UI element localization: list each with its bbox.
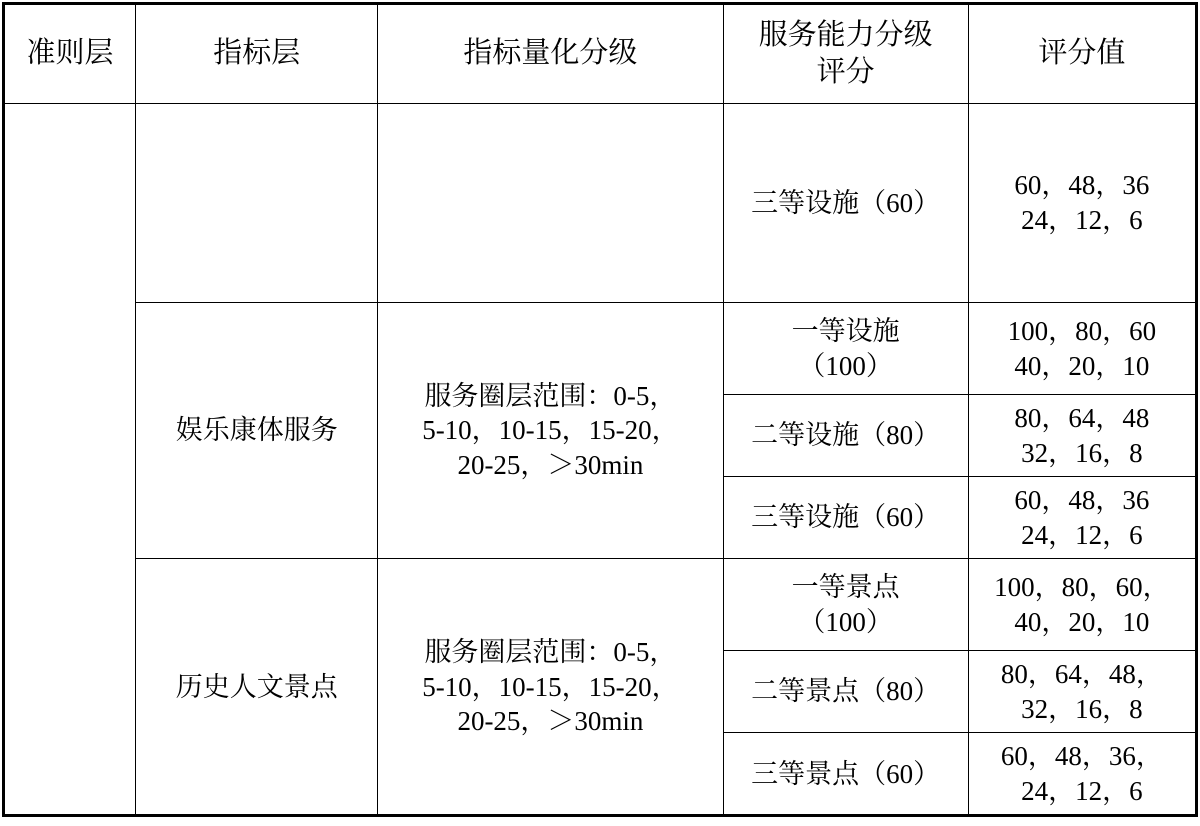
range-line-3: 20-25，＞30min — [457, 706, 644, 737]
cell-grade-label: 三等设施（60） — [723, 477, 968, 559]
score-line-1: 60，48，36， — [1000, 741, 1163, 772]
score-line-1: 100，80，60 — [1007, 315, 1157, 346]
table-header-row — [4, 4, 1197, 104]
range-line-3: 20-25，＞30min — [457, 449, 644, 480]
cell-score-value — [968, 104, 1196, 303]
score-line-2: 24，12，6 — [1021, 775, 1143, 806]
header-service-capacity-score-line1: 服务能力分级 — [758, 18, 933, 51]
grade-label-line-1: 一等设施 — [791, 315, 900, 346]
indicator-scoring-table — [2, 2, 1198, 817]
score-line-2: 24，12，6 — [1021, 519, 1143, 550]
score-line-1: 60，48，36 — [1014, 485, 1150, 516]
cell-score-value — [968, 477, 1196, 559]
range-line-2: 5-10，10-15，15-20， — [422, 671, 679, 702]
grade-label-line-1: 一等景点 — [791, 572, 900, 603]
cell-score-value — [968, 651, 1196, 733]
cell-grade-label — [723, 559, 968, 651]
score-line-2: 40，20，10 — [1014, 606, 1150, 637]
score-line-1: 60，48，36 — [1014, 170, 1150, 201]
cell-indicator-empty — [136, 104, 378, 303]
cell-grade-label: 三等景点（60） — [723, 733, 968, 816]
table-row — [4, 559, 1197, 651]
cell-quantification-historical — [378, 559, 723, 816]
cell-quantification-entertainment — [378, 303, 723, 559]
cell-quantification-empty — [378, 104, 723, 303]
header-indicator-layer: 指标层 — [136, 4, 378, 104]
score-line-1: 100，80，60， — [994, 572, 1170, 603]
cell-score-value — [968, 559, 1196, 651]
cell-grade-label: 二等景点（80） — [723, 651, 968, 733]
range-line-1: 服务圈层范围：0-5， — [424, 380, 677, 411]
score-line-1: 80，64，48， — [1000, 659, 1163, 690]
cell-indicator-entertainment: 娱乐康体服务 — [136, 303, 378, 559]
cell-criterion-layer-empty — [4, 104, 136, 816]
grade-label-line-2: （100） — [798, 606, 893, 637]
table-row — [4, 303, 1197, 395]
cell-grade-label — [723, 303, 968, 395]
cell-score-value — [968, 395, 1196, 477]
range-line-1: 服务圈层范围：0-5， — [424, 636, 677, 667]
table-row — [4, 104, 1197, 303]
header-service-capacity-score-line2: 评分 — [816, 56, 875, 88]
cell-grade-label: 三等设施（60） — [723, 104, 968, 303]
score-line-2: 40，20，10 — [1014, 350, 1150, 381]
header-service-capacity-score — [723, 4, 968, 104]
range-line-2: 5-10，10-15，15-20， — [422, 415, 679, 446]
score-line-1: 80，64，48 — [1014, 403, 1150, 433]
grade-label-line-2: （100） — [798, 350, 893, 381]
header-criterion-layer: 准则层 — [4, 4, 136, 104]
cell-score-value — [968, 303, 1196, 395]
score-line-2: 24，12，6 — [1021, 205, 1143, 235]
score-line-2: 32，16，8 — [1021, 437, 1143, 468]
cell-grade-label: 二等设施（80） — [723, 395, 968, 477]
cell-score-value — [968, 733, 1196, 816]
header-quantification-grading: 指标量化分级 — [378, 4, 723, 104]
score-line-2: 32，16，8 — [1021, 693, 1143, 724]
header-score-value: 评分值 — [968, 4, 1196, 104]
cell-indicator-historical: 历史人文景点 — [136, 559, 378, 816]
document-page — [0, 2, 1200, 826]
